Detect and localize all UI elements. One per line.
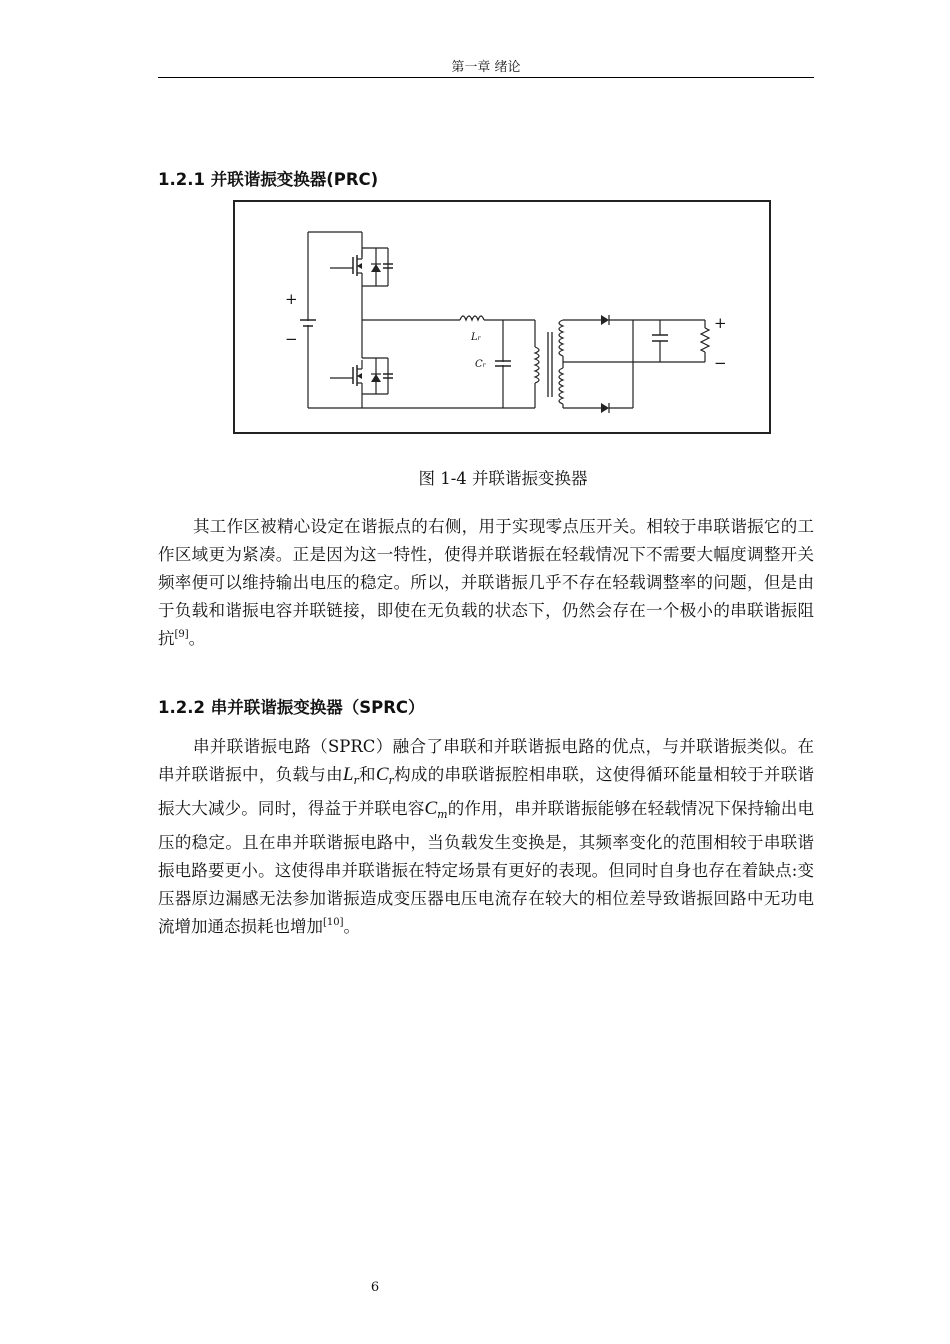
label-cr: Cr [475, 359, 486, 370]
paragraph-sprc-part2: 构成的串联谐振腔相串联，这使得循环能量相较于并联谐振大大减少。同时，得益于并联电容 [158, 765, 815, 818]
label-minus-right: − [714, 354, 727, 372]
header-rule [158, 77, 814, 78]
paragraph-prc-end: 。 [188, 629, 206, 648]
citation-10: [10] [323, 917, 344, 928]
label-minus-left: − [285, 330, 298, 348]
label-lr: Lr [471, 332, 481, 343]
load-resistor [701, 328, 709, 352]
symbol-cm-sub: m [437, 808, 448, 821]
transformer-secondary-upper [559, 320, 563, 356]
section-heading-prc: 1.2.1 并联谐振变换器(PRC) [158, 170, 379, 189]
diode-out-upper [601, 315, 609, 325]
diode-lower [371, 374, 381, 382]
page-number: 6 [370, 1280, 380, 1295]
paragraph-sprc [158, 733, 814, 941]
symbol-cr: C [375, 764, 389, 785]
symbol-lr-sub: r [353, 774, 359, 787]
paragraph-sprc-end: 。 [343, 917, 361, 936]
symbol-cm: C [424, 798, 438, 819]
paragraph-sprc-part1: 串并联谐振电路（SPRC）融合了串联和并联谐振电路的优点，与并联谐振类似。在串并联谐振中，负载与由 [158, 737, 814, 784]
figure-prc-circuit [233, 200, 771, 434]
citation-9: [9] [174, 629, 189, 640]
inductor-lr [460, 316, 484, 320]
symbol-lr: L [342, 764, 354, 785]
paragraph-sprc-part3: 的作用，串并联谐振能够在轻载情况下保持输出电压的稳定。且在串并联谐振电路中，当负载发生变换是，其频率变化的范围相较于串联谐振电路要更小。这使得串并联谐振在特定场景有更好的表现。但同时自身也存在着缺点:变压器原边漏感无法参加谐振造成变压器电压电流存在较大的相位差导致谐振回路中无功电流增加通态损耗也增加 [158, 799, 815, 936]
paragraph-sprc-and: 和 [358, 765, 376, 784]
figure-caption: 图 1-4 并联谐振变换器 [418, 469, 588, 488]
transformer-primary [535, 347, 539, 383]
running-header: 第一章 绪论 [451, 60, 521, 75]
symbol-cr-sub: r [388, 774, 394, 787]
circuit-diagram [235, 202, 771, 434]
diode-upper [371, 264, 381, 272]
diode-out-lower [601, 403, 609, 413]
paragraph-prc-text: 其工作区被精心设定在谐振点的右侧，用于实现零点压开关。相较于串联谐振它的工作区域更为紧凑。正是因为这一特性，使得并联谐振在轻载情况下不需要大幅度调整开关频率便可以维持输出电压的稳定。所以，并联谐振几乎不存在轻载调整率的问题，但是由于负载和谐振电容并联链接，即使在无负载的状态下，仍然会存在一个极小的串联谐振阻抗 [158, 517, 814, 648]
paragraph-prc [158, 513, 814, 653]
label-plus-left: + [285, 290, 298, 308]
section-heading-sprc: 1.2.2 串并联谐振变换器（SPRC） [158, 698, 425, 717]
label-plus-right: + [714, 314, 727, 332]
transformer-secondary-lower [559, 368, 563, 404]
